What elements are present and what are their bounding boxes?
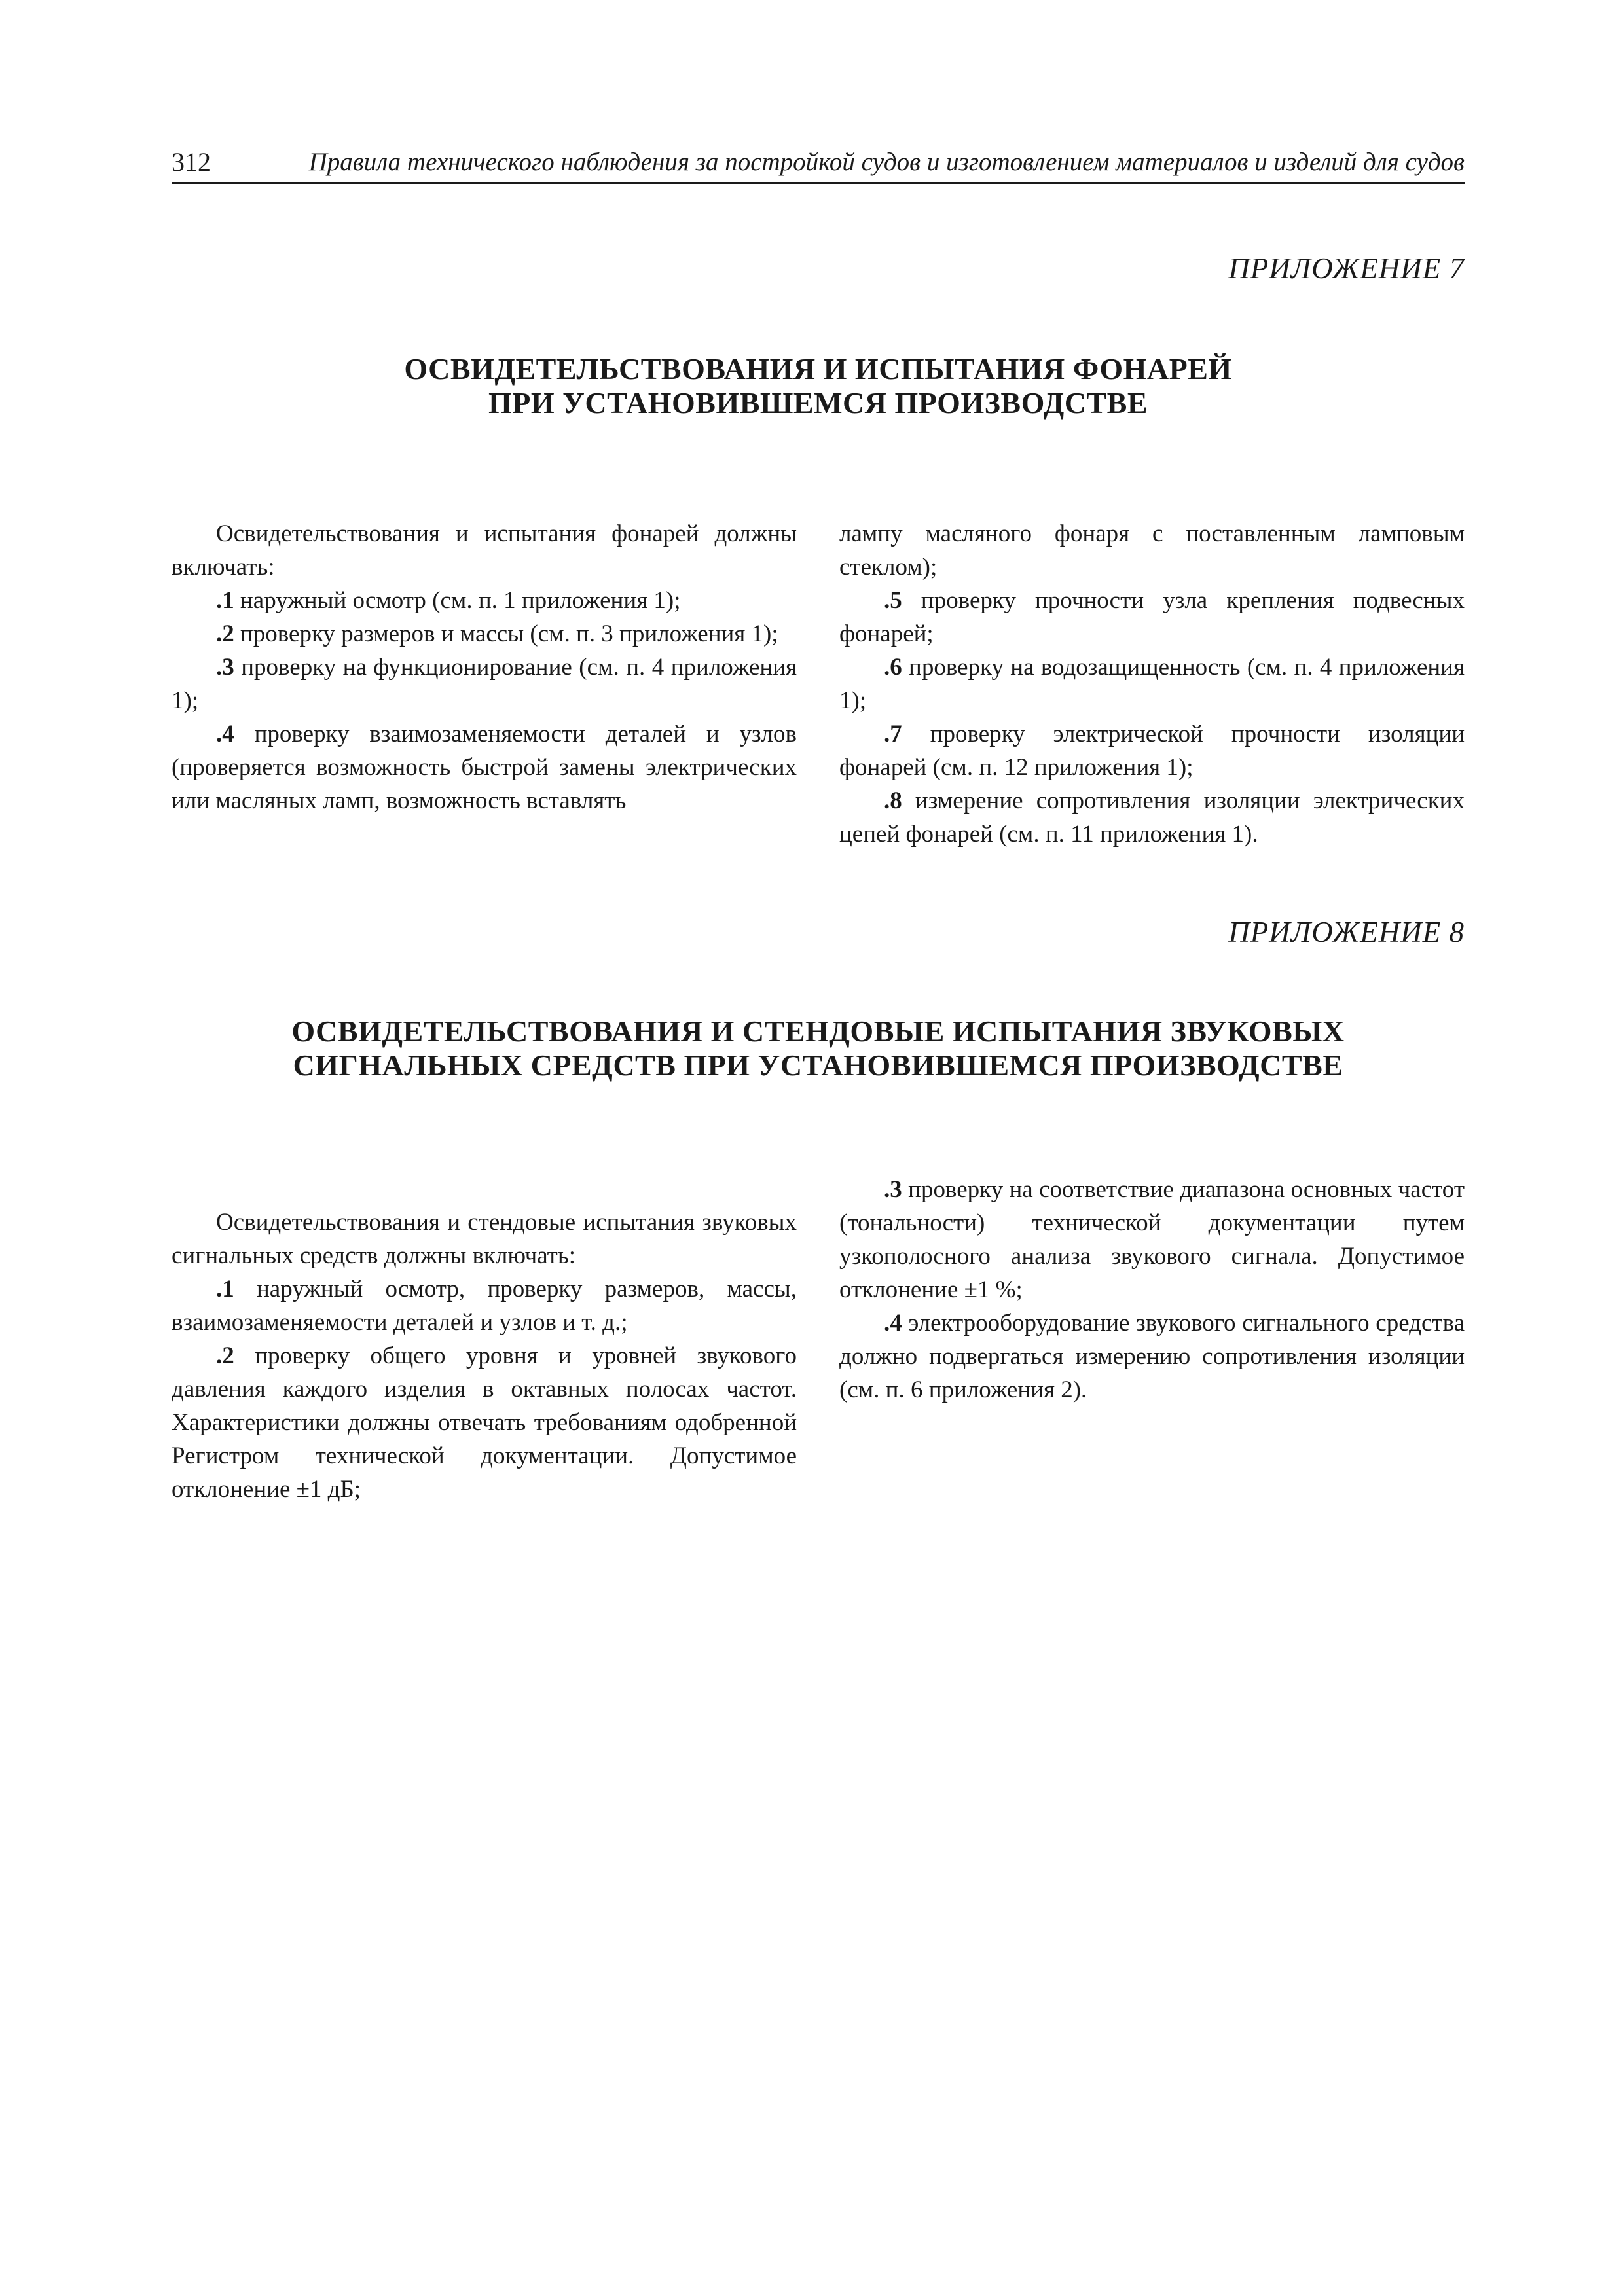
appendix-8-label: ПРИЛОЖЕНИЕ 8: [1228, 916, 1465, 948]
item-text: проверку прочности узла крепления подвесных фонарей;: [839, 587, 1465, 647]
item-text: электрооборудование звукового сигнального средства должно подвергаться измерению сопротивления изоляции (см. п. 6 приложения 2).: [839, 1310, 1465, 1403]
item-number: .4: [216, 721, 234, 747]
appendix-8-title: [172, 1014, 1465, 1083]
appendix-7-title-line-1: ОСВИДЕТЕЛЬСТВОВАНИЯ И ИСПЫТАНИЯ ФОНАРЕЙ: [404, 352, 1232, 386]
list-item: [172, 617, 797, 651]
appendix-7-label: ПРИЛОЖЕНИЕ 7: [1228, 252, 1465, 285]
item-number: .7: [884, 721, 902, 747]
item-number: .2: [216, 620, 234, 647]
list-item: [839, 784, 1465, 851]
appendix-8-left-column: [172, 1206, 797, 1506]
list-item: [839, 1173, 1465, 1306]
appendix-8-right-column: [839, 1173, 1465, 1407]
list-item: [172, 651, 797, 717]
item-text: проверку на водозащищенность (см. п. 4 приложения 1);: [839, 654, 1465, 714]
item-number: .5: [884, 587, 902, 614]
appendix-7-intro: Освидетельствования и испытания фонарей должны включать:: [172, 520, 797, 581]
item-number: .6: [884, 654, 902, 681]
page-header: [172, 143, 1465, 184]
list-item: [172, 584, 797, 617]
item-number: .2: [216, 1342, 234, 1369]
appendix-8-title-line-1: ОСВИДЕТЕЛЬСТВОВАНИЯ И СТЕНДОВЫЕ ИСПЫТАНИЯ ЗВУКОВЫХ: [291, 1014, 1345, 1048]
appendix-8-title-line-2: СИГНАЛЬНЫХ СРЕДСТВ ПРИ УСТАНОВИВШЕМСЯ ПРОИЗВОДСТВЕ: [293, 1049, 1343, 1082]
list-item: [839, 1306, 1465, 1407]
list-item: [839, 717, 1465, 784]
item-text: проверку общего уровня и уровней звукового давления каждого изделия в октавных полосах частот. Характеристики должны отвечать требованиям одобренной Регистром технической документации. Допустимое отклонение ±1 дБ;: [172, 1342, 797, 1503]
item-text: проверку размеров и массы (см. п. 3 приложения 1);: [234, 620, 778, 647]
list-item: [839, 651, 1465, 717]
appendix-7-right-column: [839, 517, 1465, 851]
item-text: проверку на соответствие диапазона основных частот (тональности) технической документации путем узкополосного анализа звукового сигнала. Допустимое отклонение ±1 %;: [839, 1176, 1465, 1303]
list-item: [172, 717, 797, 817]
list-item-continuation: лампу масляного фонаря с поставленным ламповым стеклом);: [839, 520, 1465, 581]
appendix-8-intro: Освидетельствования и стендовые испытания звуковых сигнальных средств должны включать:: [172, 1209, 797, 1269]
item-text: проверку взаимозаменяемости деталей и узлов (проверяется возможность быстрой замены электрических или масляных ламп, возможность вставлять: [172, 721, 797, 814]
item-number: .3: [884, 1176, 902, 1203]
item-number: .1: [216, 1276, 234, 1302]
item-number: .8: [884, 787, 902, 814]
appendix-7-title: [172, 352, 1465, 420]
item-text: наружный осмотр (см. п. 1 приложения 1);: [234, 587, 681, 614]
item-number: .4: [884, 1310, 902, 1336]
list-item: [172, 1339, 797, 1506]
item-text: проверку электрической прочности изоляции фонарей (см. п. 12 приложения 1);: [839, 721, 1465, 781]
item-number: .3: [216, 654, 234, 681]
list-item: [839, 584, 1465, 651]
running-title: Правила технического наблюдения за постройкой судов и изготовлением материалов и изделий для судов: [308, 148, 1465, 176]
list-item: [172, 1272, 797, 1339]
appendix-7-left-column: [172, 517, 797, 817]
item-text: наружный осмотр, проверку размеров, массы, взаимозаменяемости деталей и узлов и т. д.;: [172, 1276, 797, 1336]
item-number: .1: [216, 587, 234, 614]
item-text: проверку на функционирование (см. п. 4 приложения 1);: [172, 654, 797, 714]
item-text: измерение сопротивления изоляции электрических цепей фонарей (см. п. 11 приложения 1).: [839, 787, 1465, 848]
page-number: 312: [172, 147, 211, 177]
appendix-7-title-line-2: ПРИ УСТАНОВИВШЕМСЯ ПРОИЗВОДСТВЕ: [488, 386, 1148, 420]
